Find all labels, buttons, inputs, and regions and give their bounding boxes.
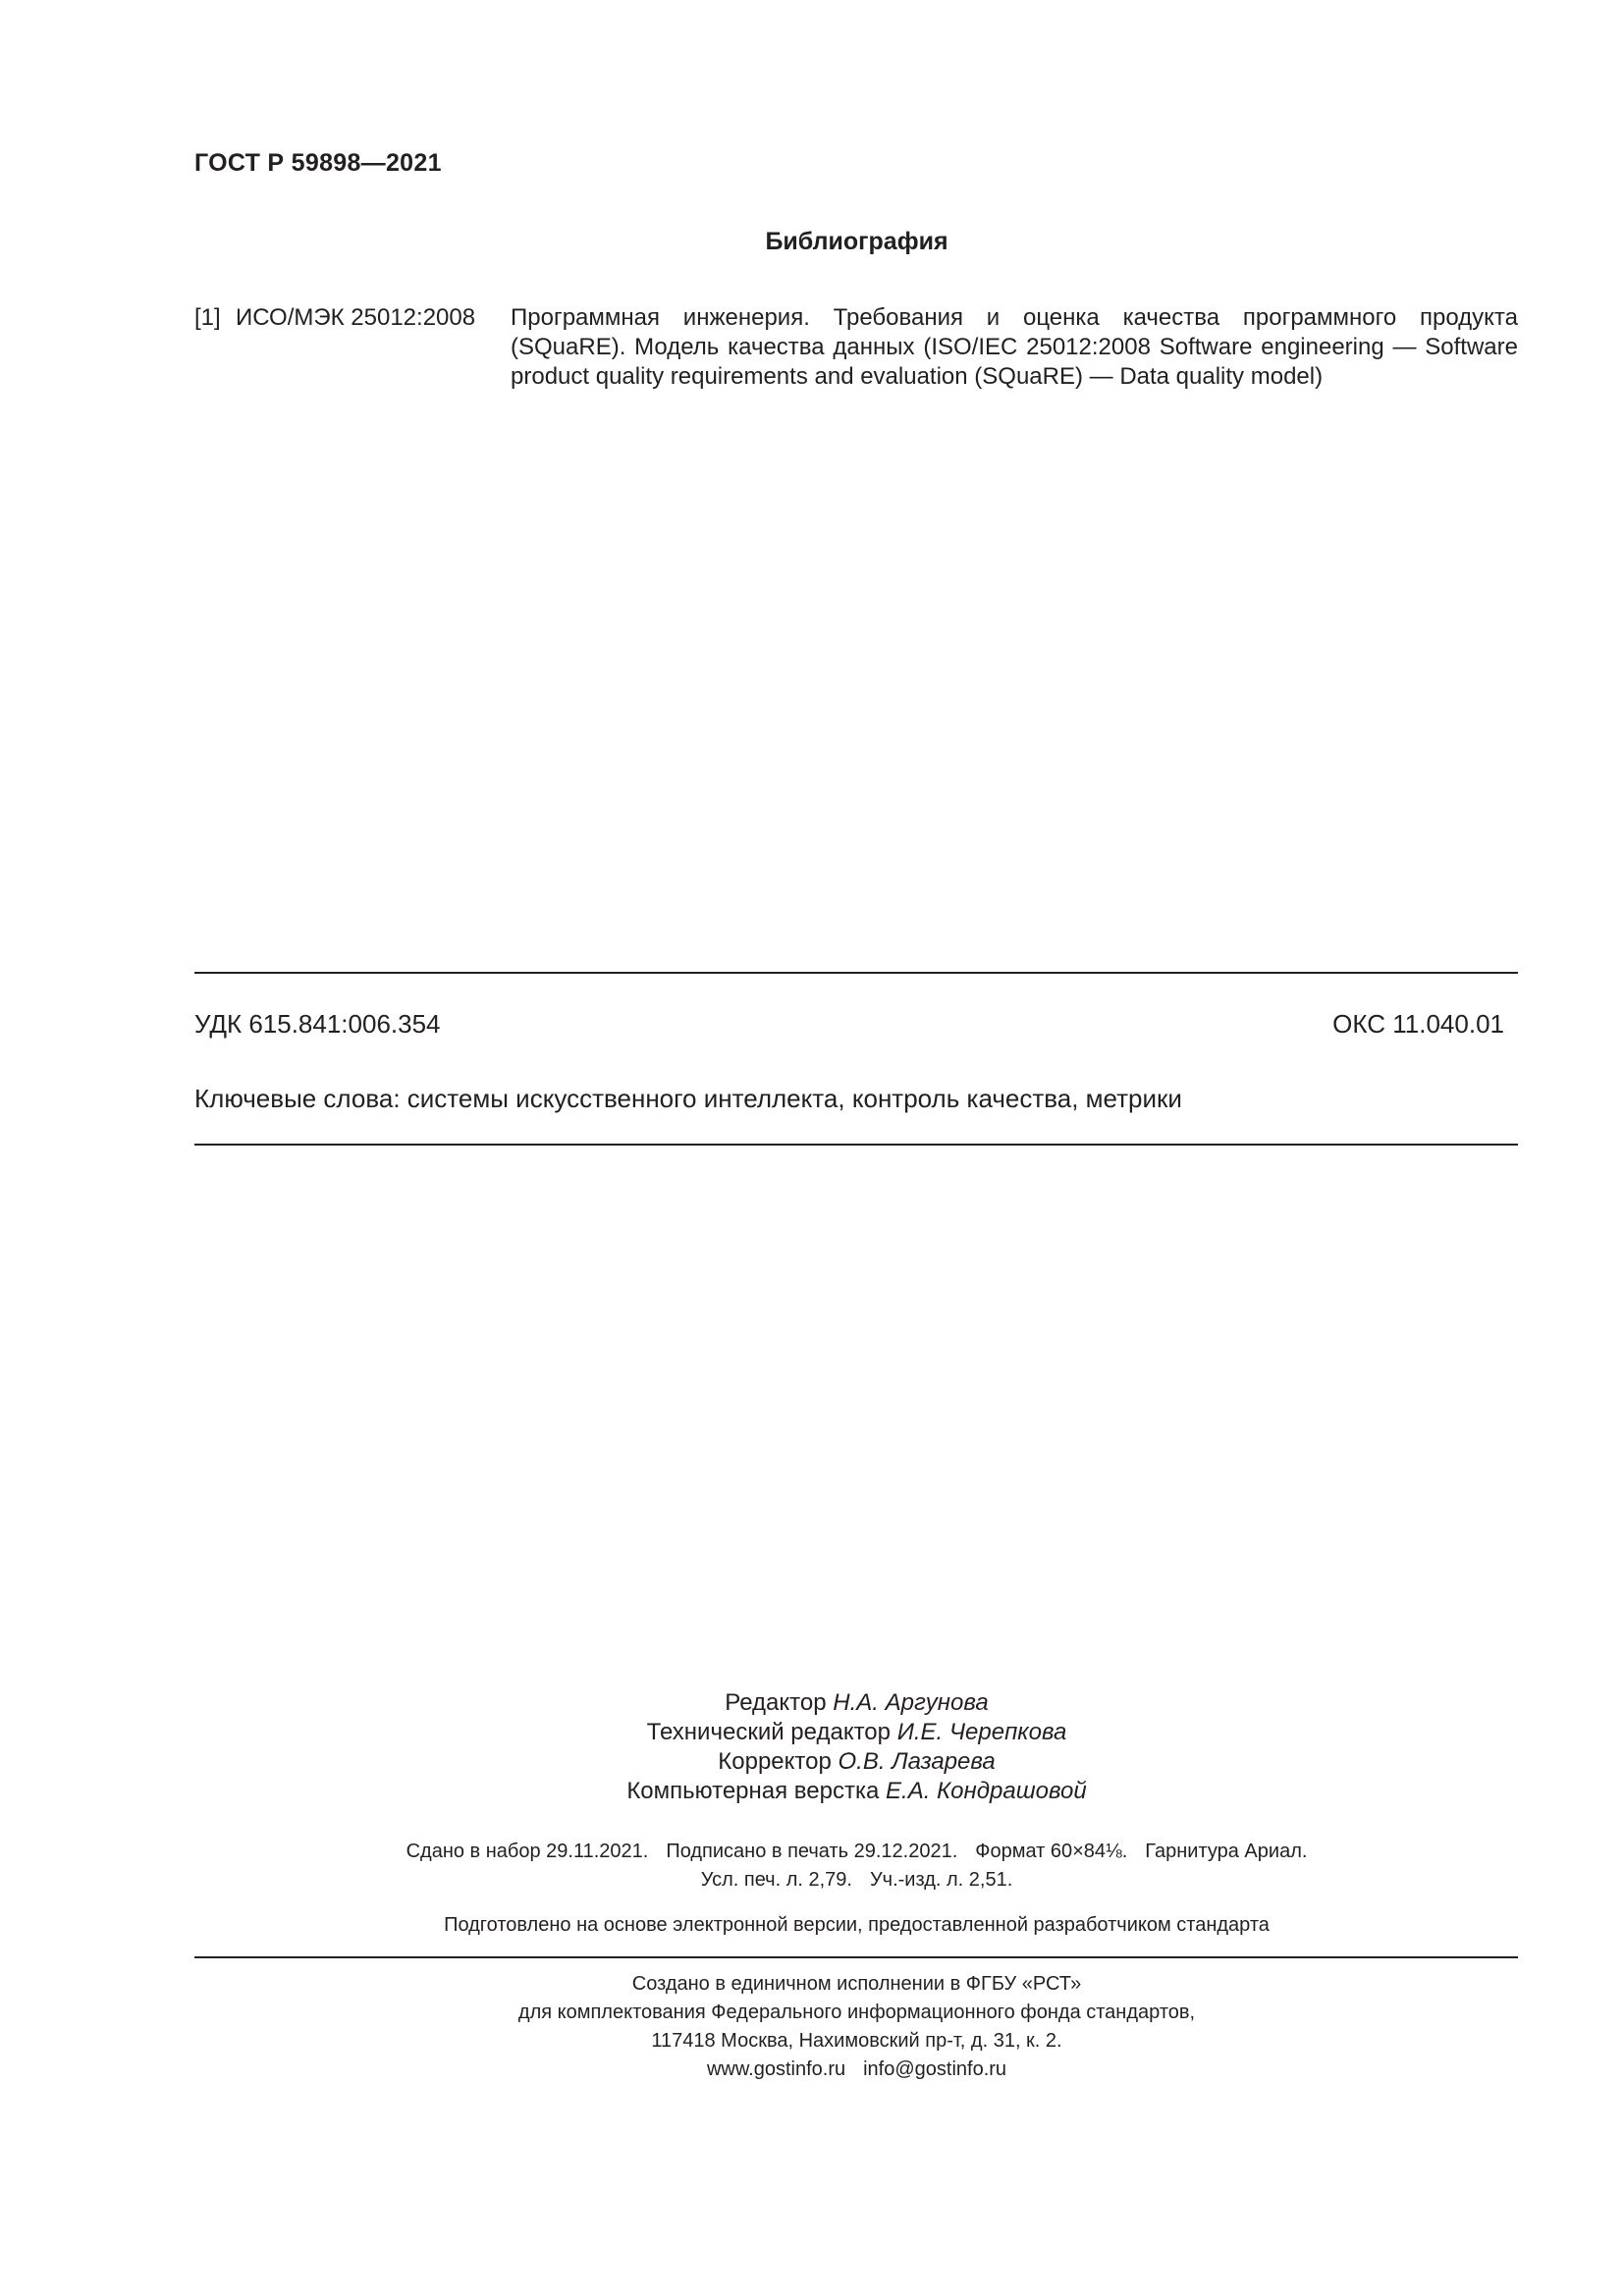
publisher-contacts — [0, 2056, 1624, 2084]
tech-editor-role: Технический редактор — [646, 1719, 892, 1745]
publisher-info — [0, 1970, 1624, 2084]
proofreader-name: О.В. Лазарева — [838, 1748, 996, 1775]
publisher-sheets: Уч.-изд. л. 2,51. — [869, 1869, 1013, 1891]
printed-sheets: Усл. печ. л. 2,79. — [700, 1869, 852, 1891]
layout-line — [0, 1777, 1624, 1806]
layout-role: Компьютерная верстка — [626, 1778, 880, 1804]
document-code: ГОСТ Р 59898—2021 — [194, 149, 442, 177]
email-link[interactable]: info@gostinfo.ru — [863, 2058, 1007, 2080]
bibliography-title: Библиография — [765, 228, 948, 255]
print-info-line-2 — [0, 1866, 1624, 1895]
prepared-note: Подготовлено на основе электронной версии, предоставленной разработчиком стандарта — [444, 1914, 1270, 1936]
oks-code: ОКС 11.040.01 — [1332, 1009, 1504, 1039]
signed-date: Подписано в печать 29.12.2021. — [666, 1841, 958, 1862]
reference-number: [1] — [194, 304, 221, 331]
tech-editor-line — [0, 1718, 1624, 1747]
divider-top — [194, 972, 1518, 974]
paper-format: Формат 60×84⅛. — [975, 1841, 1128, 1862]
publisher-line-1: Создано в единичном исполнении в ФГБУ «РСТ» — [631, 1973, 1082, 1995]
editor-line — [0, 1688, 1624, 1718]
udk-code: УДК 615.841:006.354 — [194, 1009, 441, 1039]
publisher-address: 117418 Москва, Нахимовский пр-т, д. 31, к. 2. — [651, 2030, 1062, 2052]
publisher-line-2: для комплектования Федерального информационного фонда стандартов, — [517, 2002, 1196, 2023]
reference-code: ИСО/МЭК 25012:2008 — [236, 304, 476, 331]
print-info-line-1 — [0, 1838, 1624, 1866]
tech-editor-name: И.Е. Черепкова — [896, 1719, 1067, 1745]
reference-text: Программная инженерия. Требования и оценка качества программного продукта (SQuaRE). Модель качества данных (ISO/IEC 25012:2008 Software engineering — Software product quality requirements and evaluation (SQuaRE) — Data quality model) — [511, 304, 1518, 390]
proofreader-role: Корректор — [718, 1748, 832, 1775]
divider-publisher — [194, 1956, 1518, 1958]
bibliography-item — [194, 303, 1518, 392]
print-info — [0, 1838, 1624, 1895]
typeface: Гарнитура Ариал. — [1145, 1841, 1308, 1862]
layout-name: Е.А. Кондрашовой — [886, 1778, 1087, 1804]
divider-bottom — [194, 1144, 1518, 1146]
proofreader-line — [0, 1747, 1624, 1777]
website-link[interactable]: www.gostinfo.ru — [706, 2058, 846, 2080]
editorial-credits — [0, 1688, 1624, 1806]
keywords: Ключевые слова: системы искусственного интеллекта, контроль качества, метрики — [194, 1084, 1182, 1113]
submitted-date: Сдано в набор 29.11.2021. — [406, 1841, 649, 1862]
editor-role: Редактор — [725, 1689, 827, 1716]
editor-name: Н.А. Аргунова — [833, 1689, 989, 1716]
